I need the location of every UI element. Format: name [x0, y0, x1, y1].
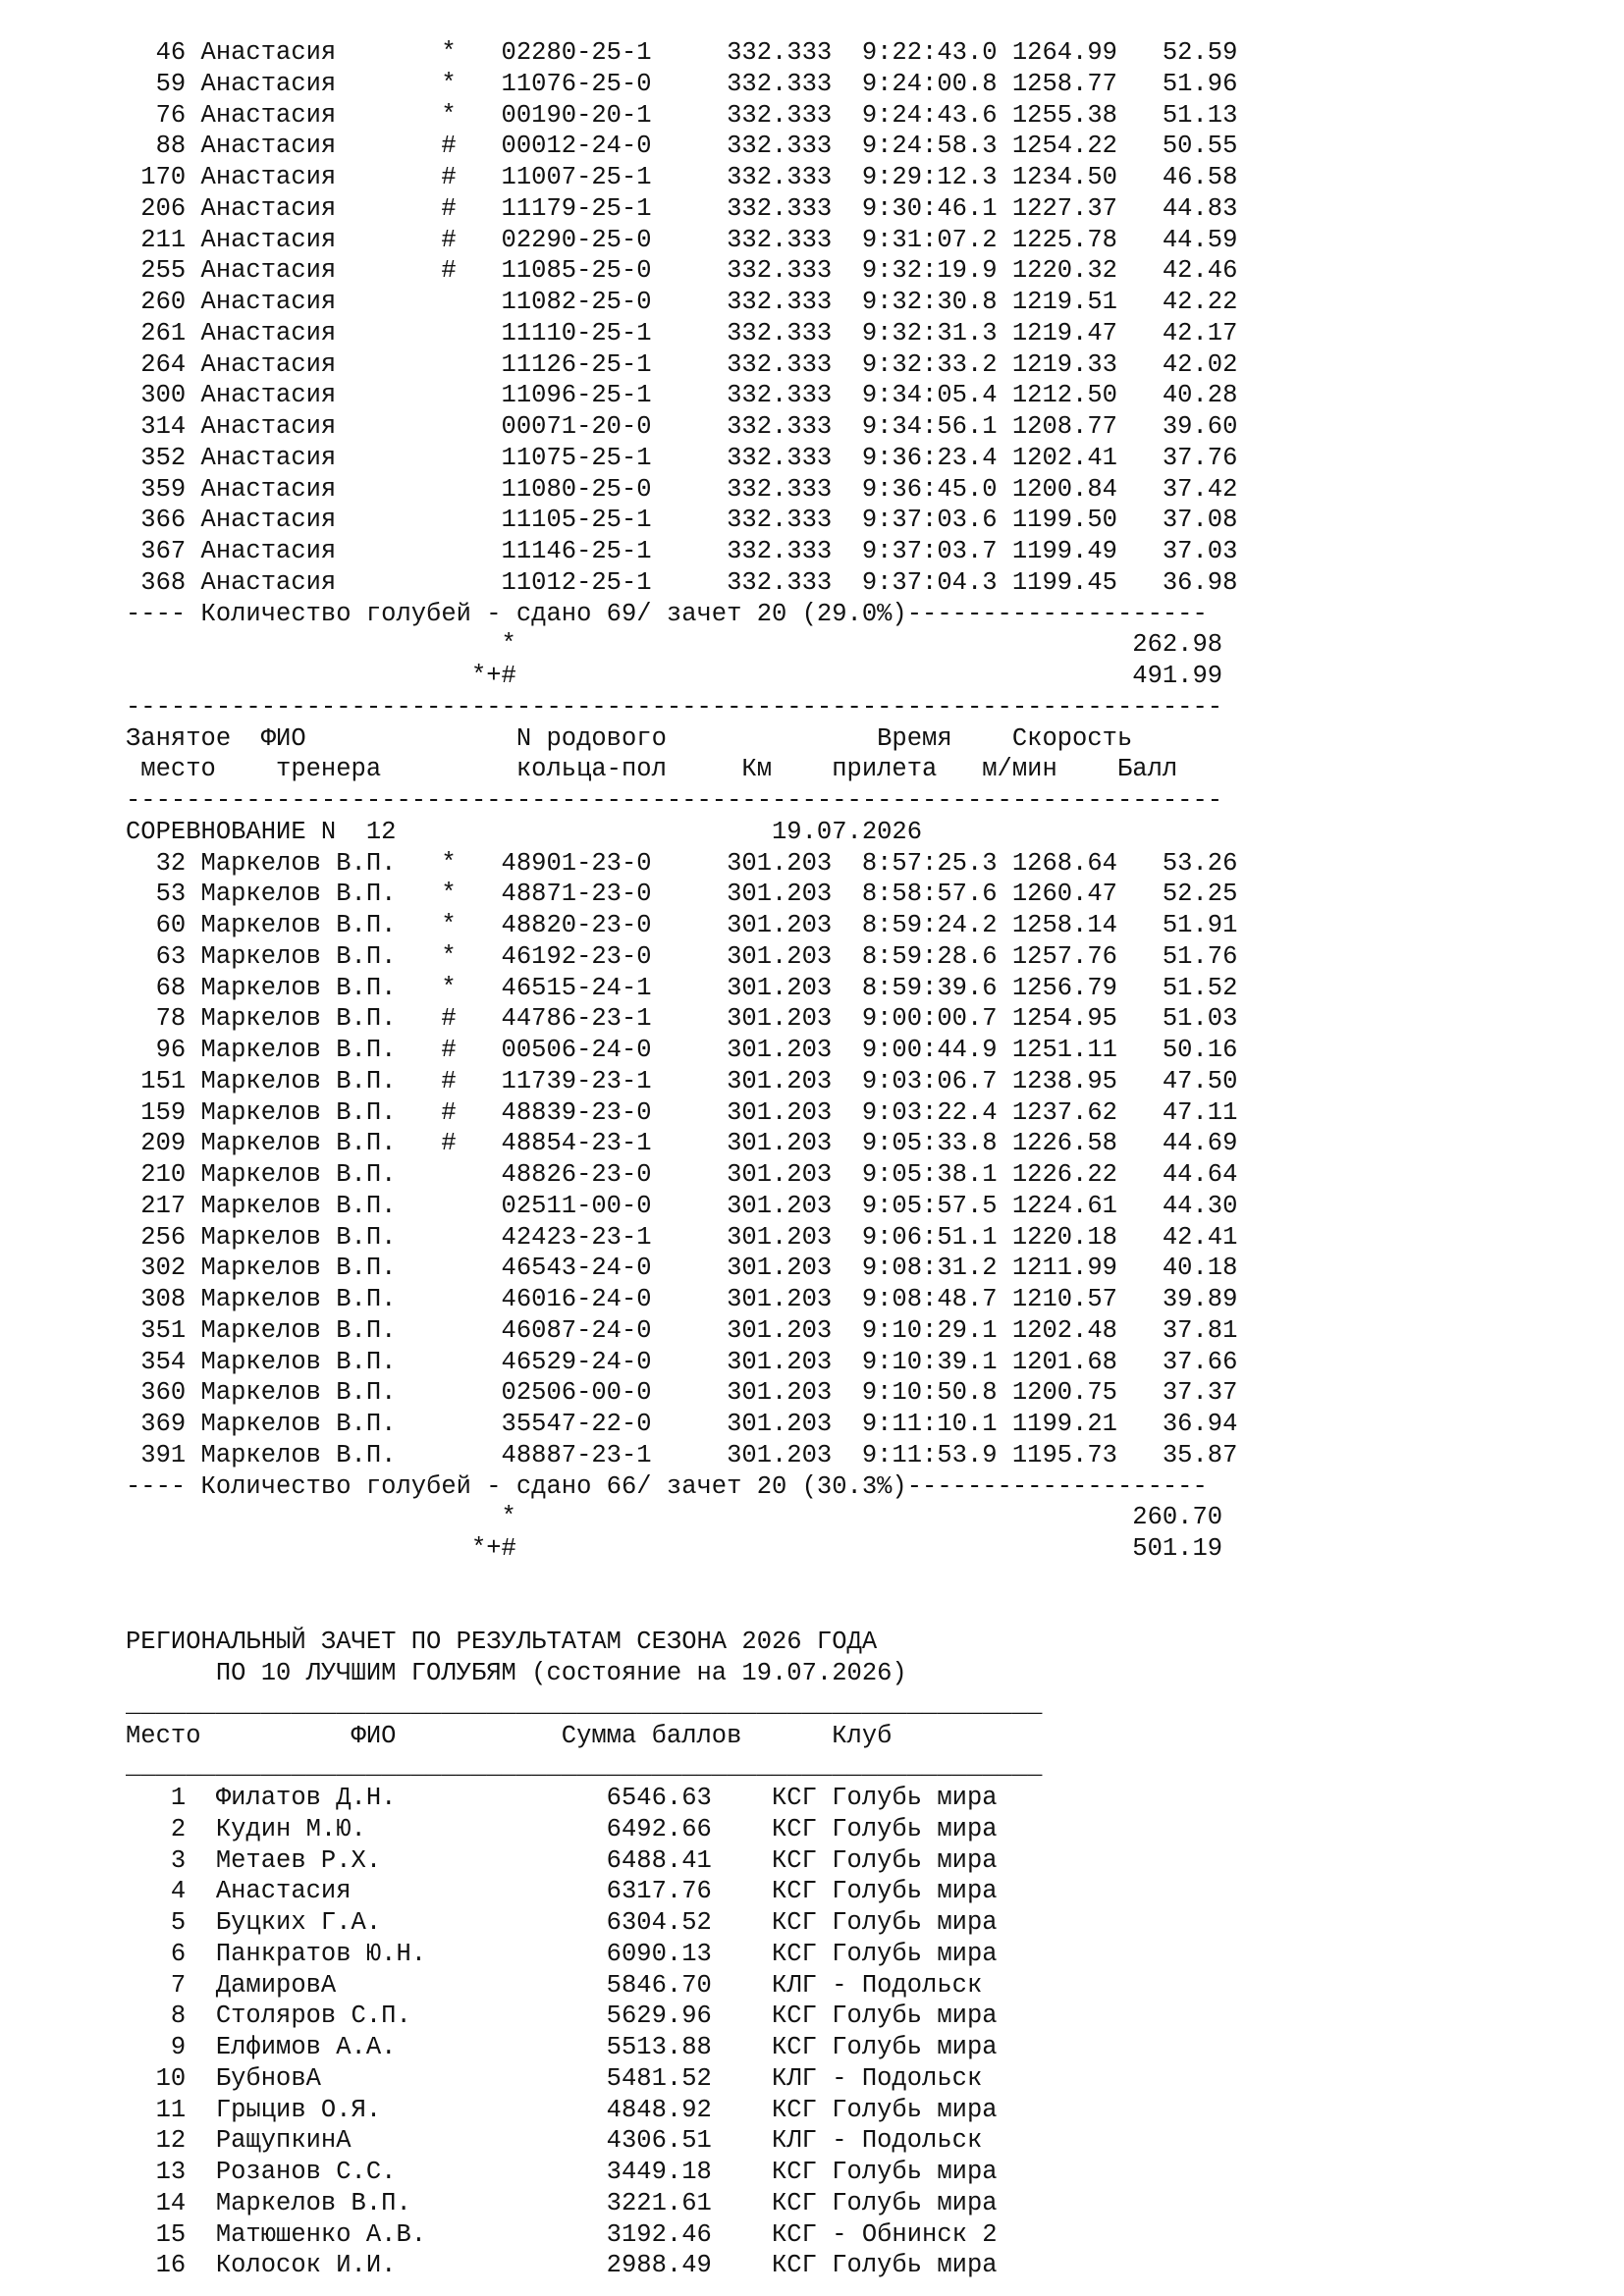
result-row: 261 Анастасия 11110-25-1 332.333 9:32:31.3 1219.47 42.17 — [126, 318, 1238, 347]
result-row: 354 Маркелов В.П. 46529-24-0 301.203 9:10:39.1 1201.68 37.66 — [126, 1347, 1238, 1376]
result-row: 360 Маркелов В.П. 02506-00-0 301.203 9:10:50.8 1200.75 37.37 — [126, 1378, 1238, 1408]
result-row: 351 Маркелов В.П. 46087-24-0 301.203 9:10:29.1 1202.48 37.81 — [126, 1315, 1238, 1345]
total-row: * 260.70 — [126, 1503, 1223, 1532]
result-row: 369 Маркелов В.П. 35547-22-0 301.203 9:11:10.1 1199.21 36.94 — [126, 1410, 1238, 1438]
result-row: 217 Маркелов В.П. 02511-00-0 301.203 9:05:57.5 1224.61 44.30 — [126, 1191, 1238, 1220]
result-row: 211 Анастасия # 02290-25-0 332.333 9:31:07.2 1225.78 44.59 — [126, 225, 1238, 254]
regional-row: 9 Елфимов А.А. 5513.88 КСГ Голубь мира — [126, 2033, 998, 2061]
divider: ------------------------------------------------------------------------- — [126, 786, 1223, 815]
result-row: 367 Анастасия 11146-25-1 332.333 9:37:03.7 1199.49 37.03 — [126, 537, 1238, 565]
result-row: 46 Анастасия * 02280-25-1 332.333 9:22:43.0 1264.99 52.59 — [126, 38, 1238, 67]
result-row: 151 Маркелов В.П. # 11739-23-1 301.203 9:03:06.7 1238.95 47.50 — [126, 1066, 1238, 1095]
result-row: 96 Маркелов В.П. # 00506-24-0 301.203 9:00:44.9 1251.11 50.16 — [126, 1036, 1238, 1064]
regional-row: 7 ДамировА 5846.70 КЛГ - Подольск — [126, 1970, 983, 2000]
result-row: 314 Анастасия 00071-20-0 332.333 9:34:56.1 1208.77 39.60 — [126, 412, 1238, 441]
result-row: 76 Анастасия * 00190-20-1 332.333 9:24:43.6 1255.38 51.13 — [126, 100, 1238, 130]
regional-row: 14 Маркелов В.П. 3221.61 КСГ Голубь мира — [126, 2188, 998, 2217]
result-row: 32 Маркелов В.П. * 48901-23-0 301.203 8:57:25.3 1268.64 53.26 — [126, 848, 1238, 878]
regional-title: РЕГИОНАЛЬНЫЙ ЗАЧЕТ ПО РЕЗУЛЬТАТАМ СЕЗОНА 2026 ГОДА — [126, 1628, 878, 1657]
result-row: 366 Анастасия 11105-25-1 332.333 9:37:03.6 1199.50 37.08 — [126, 506, 1238, 535]
regional-row: 15 Матюшенко А.В. 3192.46 КСГ - Обнинск 2 — [126, 2219, 998, 2249]
result-row: 78 Маркелов В.П. # 44786-23-1 301.203 9:00:00.7 1254.95 51.03 — [126, 1004, 1238, 1034]
result-row: 352 Анастасия 11075-25-1 332.333 9:36:23.4 1202.41 37.76 — [126, 443, 1238, 472]
result-row: 59 Анастасия * 11076-25-0 332.333 9:24:00.8 1258.77 51.96 — [126, 69, 1238, 98]
result-row: 308 Маркелов В.П. 46016-24-0 301.203 9:08:48.7 1210.57 39.89 — [126, 1285, 1238, 1313]
result-row: 53 Маркелов В.П. * 48871-23-0 301.203 8:58:57.6 1260.47 52.25 — [126, 880, 1238, 909]
result-row: 255 Анастасия # 11085-25-0 332.333 9:32:19.9 1220.32 42.46 — [126, 256, 1238, 286]
summary-line: ---- Количество голубей - сдано 69/ зачет 20 (29.0%)-------------------- — [126, 599, 1208, 628]
result-row: 302 Маркелов В.П. 46543-24-0 301.203 9:08:31.2 1211.99 40.18 — [126, 1254, 1238, 1283]
divider: _____________________________________________________________ — [126, 1689, 1043, 1719]
regional-row: 11 Грыцив О.Я. 4848.92 КСГ Голубь мира — [126, 2095, 998, 2124]
result-row: 170 Анастасия # 11007-25-1 332.333 9:29:12.3 1234.50 46.58 — [126, 163, 1238, 191]
regional-row: 8 Столяров С.П. 5629.96 КСГ Голубь мира — [126, 2002, 998, 2031]
result-row: 210 Маркелов В.П. 48826-23-0 301.203 9:05:38.1 1226.22 44.64 — [126, 1160, 1238, 1189]
result-row: 88 Анастасия # 00012-24-0 332.333 9:24:58.3 1254.22 50.55 — [126, 132, 1238, 161]
result-row: 63 Маркелов В.П. * 46192-23-0 301.203 8:59:28.6 1257.76 51.76 — [126, 941, 1238, 971]
result-row: 359 Анастасия 11080-25-0 332.333 9:36:45.0 1200.84 37.42 — [126, 474, 1238, 504]
result-row: 206 Анастасия # 11179-25-1 332.333 9:30:46.1 1227.37 44.83 — [126, 193, 1238, 223]
results-document — [126, 37, 1540, 2281]
regional-row: 16 Колосок И.И. 2988.49 КСГ Голубь мира — [126, 2251, 998, 2280]
regional-row: 12 РащупкинА 4306.51 КЛГ - Подольск — [126, 2126, 983, 2156]
result-row: 260 Анастасия 11082-25-0 332.333 9:32:30.8 1219.51 42.22 — [126, 288, 1238, 316]
result-row: 264 Анастасия 11126-25-1 332.333 9:32:33.2 1219.33 42.02 — [126, 349, 1238, 379]
regional-header: Место ФИО Сумма баллов Клуб — [126, 1721, 893, 1750]
regional-row: 2 Кудин М.Ю. 6492.66 КСГ Голубь мира — [126, 1814, 998, 1843]
result-row: 300 Анастасия 11096-25-1 332.333 9:34:05.4 1212.50 40.28 — [126, 381, 1238, 410]
total-row: *+# 501.19 — [126, 1534, 1223, 1563]
result-row: 209 Маркелов В.П. # 48854-23-1 301.203 9:05:33.8 1226.58 44.69 — [126, 1129, 1238, 1158]
summary-line: ---- Количество голубей - сдано 66/ зачет 20 (30.3%)-------------------- — [126, 1471, 1208, 1501]
divider: ------------------------------------------------------------------------- — [126, 692, 1223, 721]
competition-title: СОРЕВНОВАНИЕ N 12 19.07.2026 — [126, 817, 923, 846]
divider: _____________________________________________________________ — [126, 1752, 1043, 1782]
regional-row: 1 Филатов Д.Н. 6546.63 КСГ Голубь мира — [126, 1784, 998, 1812]
regional-row: 4 Анастасия 6317.76 КСГ Голубь мира — [126, 1877, 998, 1906]
regional-row: 3 Метаев Р.Х. 6488.41 КСГ Голубь мира — [126, 1845, 998, 1875]
result-row: 159 Маркелов В.П. # 48839-23-0 301.203 9:03:22.4 1237.62 47.11 — [126, 1097, 1238, 1127]
spacer — [126, 1565, 1540, 1596]
spacer — [126, 1596, 1540, 1628]
table-header: Занятое ФИО N родового Время Скорость — [126, 723, 1133, 753]
result-row: 68 Маркелов В.П. * 46515-24-1 301.203 8:59:39.6 1256.79 51.52 — [126, 973, 1238, 1002]
regional-row: 10 БубновА 5481.52 КЛГ - Подольск — [126, 2063, 983, 2093]
result-row: 368 Анастасия 11012-25-1 332.333 9:37:04.3 1199.45 36.98 — [126, 567, 1238, 597]
result-row: 391 Маркелов В.П. 48887-23-1 301.203 9:11:53.9 1195.73 35.87 — [126, 1440, 1238, 1469]
result-row: 256 Маркелов В.П. 42423-23-1 301.203 9:06:51.1 1220.18 42.41 — [126, 1222, 1238, 1252]
total-row: * 262.98 — [126, 630, 1223, 660]
regional-row: 13 Розанов С.С. 3449.18 КСГ Голубь мира — [126, 2158, 998, 2186]
result-row: 60 Маркелов В.П. * 48820-23-0 301.203 8:59:24.2 1258.14 51.91 — [126, 911, 1238, 939]
table-header: место тренера кольца-пол Км прилета м/мин Балл — [126, 755, 1178, 784]
regional-subtitle: ПО 10 ЛУЧШИМ ГОЛУБЯМ (состояние на 19.07.2026) — [126, 1659, 907, 1687]
regional-row: 5 Буцких Г.А. 6304.52 КСГ Голубь мира — [126, 1908, 998, 1937]
total-row: *+# 491.99 — [126, 662, 1223, 690]
regional-row: 6 Панкратов Ю.Н. 6090.13 КСГ Голубь мира — [126, 1939, 998, 1968]
